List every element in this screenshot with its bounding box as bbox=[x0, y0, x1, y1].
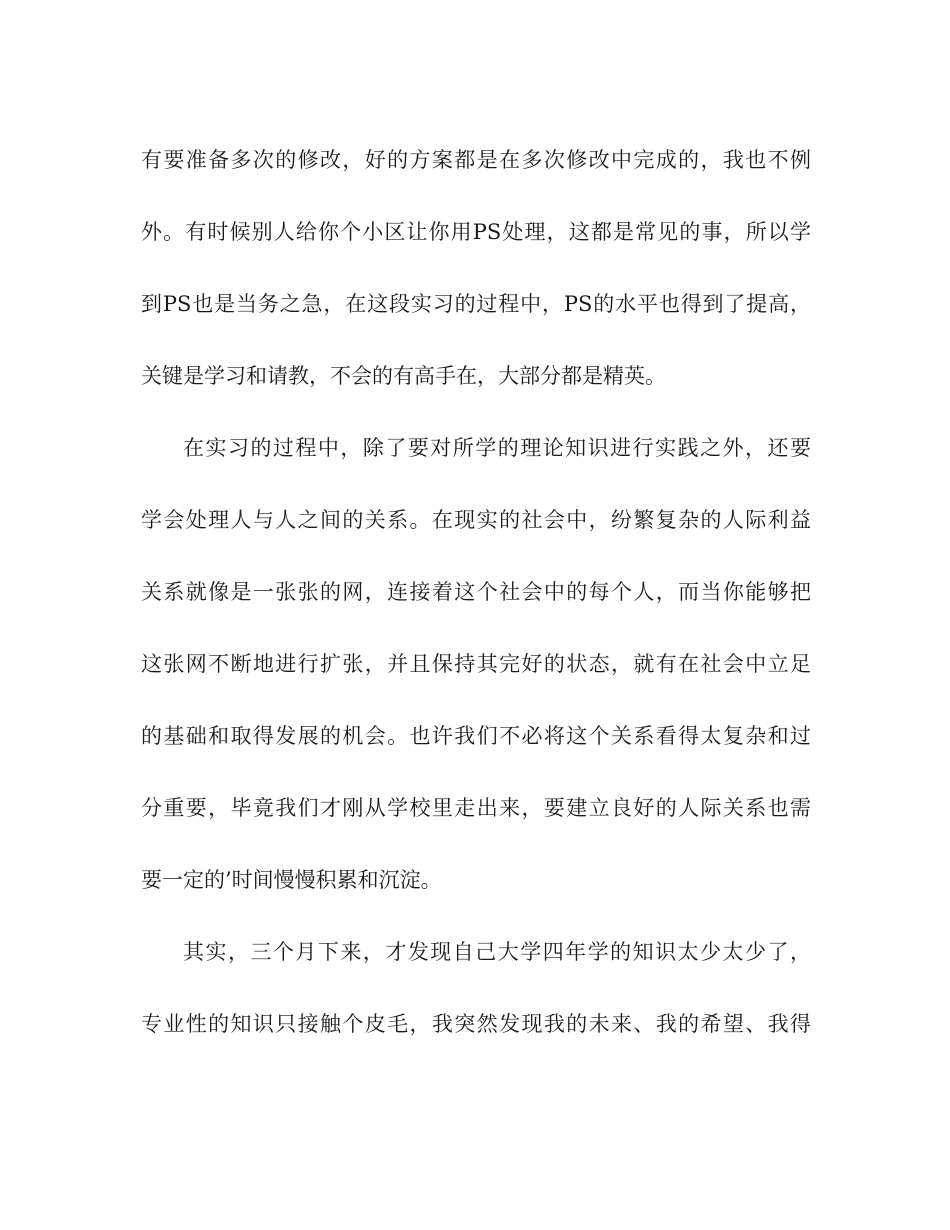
text-line: 关键是学习和请教，不会的有高手在，大部分都是精英。 bbox=[141, 364, 666, 388]
text-line: 学会处理人与人之间的关系。在现实的社会中，纷繁复杂的人际利益 bbox=[141, 508, 811, 532]
text-line: 外。有时候别人给你个小区让你用PS处理，这都是常见的事，所以学 bbox=[141, 220, 811, 244]
paragraph-first-line: 在实习的过程中，除了要对所学的理论知识进行实践之外，还要 bbox=[183, 436, 811, 460]
text-line: 这张网不断地进行扩张，并且保持其完好的状态，就有在社会中立足 bbox=[141, 652, 811, 676]
text-line: 专业性的知识只接触个皮毛，我突然发现我的未来、我的希望、我得 bbox=[141, 1012, 811, 1036]
paragraph-first-line: 其实，三个月下来，才发现自己大学四年学的知识太少太少了， bbox=[183, 940, 811, 964]
text-line: 的基础和取得发展的机会。也许我们不必将这个关系看得太复杂和过 bbox=[141, 724, 811, 748]
text-line: 到PS也是当务之急，在这段实习的过程中，PS的水平也得到了提高， bbox=[141, 292, 811, 316]
text-line: 分重要，毕竟我们才刚从学校里走出来，要建立良好的人际关系也需 bbox=[141, 796, 811, 820]
text-line: 关系就像是一张张的网，连接着这个社会中的每个人，而当你能够把 bbox=[141, 580, 811, 604]
text-line: 有要准备多次的修改，好的方案都是在多次修改中完成的，我也不例 bbox=[141, 148, 811, 172]
text-line: 要一定的’时间慢慢积累和沉淀。 bbox=[141, 868, 442, 892]
